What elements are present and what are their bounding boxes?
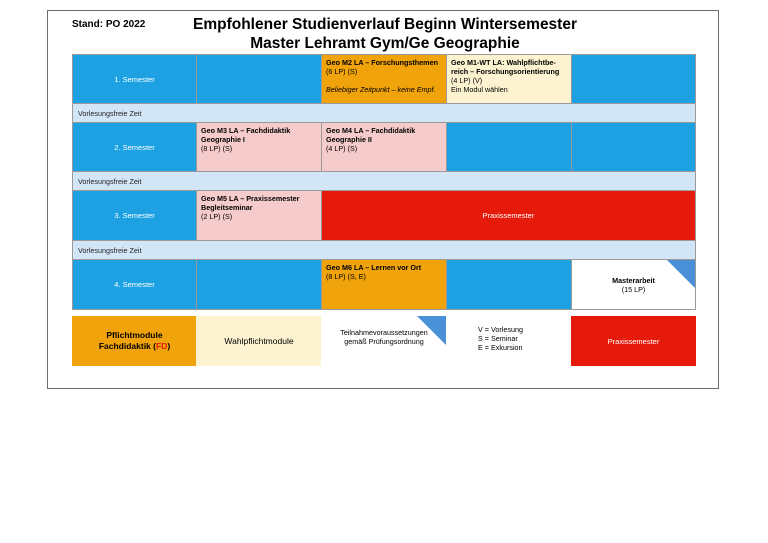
module-m4[interactable]	[321, 122, 447, 172]
module-m2-note: Beliebiger Zeitpunkt – keine Empf.	[326, 85, 436, 94]
module-m5-title-a: Geo M5 LA – Praxissemester	[201, 194, 300, 203]
module-masterarbeit[interactable]	[571, 259, 696, 310]
legend-v: V = Vorlesung	[478, 325, 523, 334]
module-m6[interactable]	[321, 259, 447, 310]
page-title-line2: Master Lehramt Gym/Ge Geographie	[250, 35, 520, 52]
module-m1-lp: (4 LP) (V)	[451, 76, 483, 85]
module-m1[interactable]	[446, 54, 572, 104]
legend-pflicht-fd-abbrev: FD	[155, 341, 168, 351]
semester-1-text: 1. Semester	[114, 74, 155, 84]
module-m1-title-a: Geo M1-WT LA: Wahlpflichtbe-	[451, 58, 556, 67]
module-m2[interactable]	[321, 54, 447, 104]
legend-pflicht-fd-prefix: Fachdidaktik (	[98, 341, 156, 351]
semester-4-label	[72, 259, 197, 310]
legend-corner-marker	[417, 316, 447, 346]
legend-pflichtmodule	[72, 316, 197, 366]
semester-2-label	[72, 122, 197, 172]
prerequisite-corner-marker	[667, 260, 695, 288]
page-title-line1: Empfohlener Studienverlauf Beginn Wintersemester	[193, 16, 577, 33]
legend-teilnahme-line1: Teilnahmevoraussetzungen	[340, 328, 428, 337]
module-m1-note: Ein Modul wählen	[451, 85, 508, 94]
module-m5-lp: (2 LP) (S)	[201, 212, 233, 221]
module-m2-lp: (6 LP) (S)	[326, 67, 358, 76]
module-m6-title: Geo M6 LA – Lernen vor Ort	[326, 263, 422, 272]
module-m2-title: Geo M2 LA – Forschungsthemen	[326, 58, 438, 67]
semester-4-text: 4. Semester	[114, 280, 155, 289]
legend-pflicht-fd-suffix: )	[167, 341, 171, 351]
module-m5[interactable]	[196, 190, 322, 241]
break-row-3	[72, 240, 696, 260]
break-row-3-text: Vorlesungsfreie Zeit	[78, 245, 142, 255]
stand-label: Stand: PO 2022	[72, 19, 146, 30]
module-m4-title-a: Geo M4 LA – Fachdidaktik	[326, 126, 416, 135]
legend-abbreviations	[446, 316, 572, 366]
legend-pflicht-line1: Pflichtmodule	[106, 330, 163, 340]
module-m6-lp: (8 LP) (S, E)	[326, 272, 366, 281]
semester-1-label	[72, 54, 197, 104]
semester-3-text: 3. Semester	[114, 211, 155, 220]
semester-1-slot-2	[196, 54, 322, 104]
module-m1-title-b: reich – Forschungsorientierung	[451, 67, 560, 76]
module-m3[interactable]	[196, 122, 322, 172]
semester-2-text: 2. Semester	[114, 142, 155, 152]
praxissemester-block-text: Praxissemester	[482, 211, 535, 220]
semester-4-slot-2	[196, 259, 322, 310]
break-row-2-text: Vorlesungsfreie Zeit	[78, 176, 142, 186]
module-m3-title-b: Geographie I	[201, 135, 245, 144]
semester-4-slot-4	[446, 259, 572, 310]
semester-1-slot-5	[571, 54, 696, 104]
legend-e: E = Exkursion	[478, 343, 523, 352]
legend-praxis-text: Praxissemester	[607, 336, 660, 346]
break-row-2	[72, 171, 696, 191]
semester-2-slot-4	[446, 122, 572, 172]
praxissemester-block[interactable]	[321, 190, 696, 241]
break-row-1	[72, 103, 696, 123]
semester-3-label	[72, 190, 197, 241]
masterarbeit-lp: (15 LP)	[621, 284, 646, 294]
semester-2-slot-5	[571, 122, 696, 172]
legend-wahlpflicht-text: Wahlpflichtmodule	[224, 335, 294, 346]
masterarbeit-title: Masterarbeit	[612, 275, 655, 285]
legend-s: S = Seminar	[478, 334, 518, 343]
module-m5-title-b: Begleitseminar	[201, 203, 253, 212]
module-m4-title-b: Geographie II	[326, 135, 372, 144]
legend-pflicht-line2	[99, 341, 170, 352]
break-row-1-text: Vorlesungsfreie Zeit	[78, 108, 142, 118]
module-m4-lp: (4 LP) (S)	[326, 144, 358, 153]
legend-teilnahmevoraussetzungen	[321, 316, 447, 366]
legend-wahlpflichtmodule	[196, 316, 322, 366]
legend-praxissemester	[571, 316, 696, 366]
legend-teilnahme-line2: gemäß Prüfungsordnung	[344, 337, 424, 346]
module-m3-lp: (8 LP) (S)	[201, 144, 233, 153]
module-m3-title-a: Geo M3 LA – Fachdidaktik	[201, 126, 291, 135]
